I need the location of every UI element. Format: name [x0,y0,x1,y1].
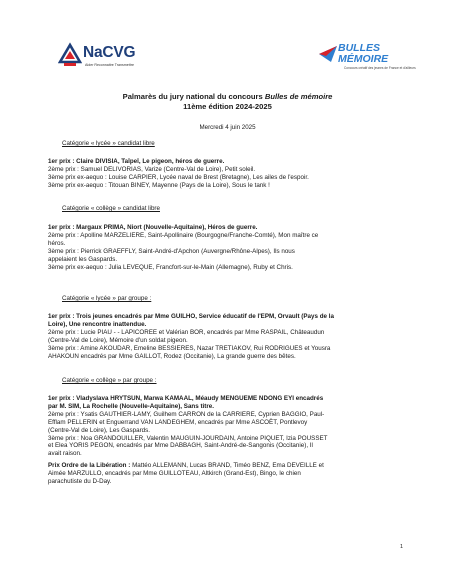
bulles-memoire-logo [318,40,416,76]
award-line-text: 2ème prix : Apolline MARZELIERE, Saint-Apollinaire (Bourgogne/Franche-Comté), Mon maître ce [48,231,319,239]
award-line [48,174,410,182]
document-title-line2: 11ème édition 2024-2025 [183,101,272,111]
page-number: 1 [400,544,404,550]
award-line [48,264,410,272]
award-line-text: 3ème prix ex-aequo : Julia LEVEQUE, Francfort-sur-le-Main (Allemagne), Ruby et Chris. [48,263,293,271]
nacvg-brand: NaCVG [83,44,136,61]
award-line-text: 3ème prix ex-aequo : Louise CARPIER, Lycée naval de Brest (Bretagne), Les ailes de l'espoir. [48,173,309,181]
award-line [48,321,410,329]
award-line-text: AHAKOUN encadrés par Mme GAILLOT, Rodez (Occitanie), La grande guerre des bêtes. [48,352,296,360]
award-line-text: 2ème prix : Ysatis GAUTHIER-LAMY, Guilhem CARRON de la CARRIERE, Cyprien BAGGIO, Paul- [48,410,325,418]
liberation-prize-text: Aimée MARZULLO, encadrés par Mme GUILLOTEAU, Altkirch (Grand-Est), Bingo, le chien [48,469,301,477]
award-line [48,411,410,419]
award-line [48,419,410,427]
document-title-line1: Palmarès du jury national du concours Bulles de mémoire [122,92,333,101]
award-line [48,256,410,264]
award-line-bold: 1er prix : Claire DIVISIA, Taïpeï, Le pigeon, héros de guerre. [48,158,225,165]
paper-plane-icon [318,44,338,64]
award-line-text: 3ème prix : Noa GRANDOUILLER, Valentin MAUGUIN-JOURDAIN, Antoine PIQUET, Izia POUSSET [48,434,328,442]
bulles-word: BULLES [338,42,380,54]
document-date: Mercredi 4 juin 2025 [199,124,256,131]
category-heading: Catégorie « collège » candidat libre [62,205,160,212]
award-line-text: et Elea YORIS PEGON, encadrés par Mme DABBAGH, Saint-André-de-Sangonis (Occitanie), Il [48,442,313,450]
award-line [48,248,410,256]
award-line-text: 2ème prix : Lucie PIAU - - LAPICOREE et Valérian BOR, encadrés par Mme RASPAIL, Châteaudun [48,328,325,336]
nacvg-logo [58,40,150,76]
category-heading: Catégorie « lycée » par groupe : [62,295,152,302]
award-line-bold: 1er prix : Vladyslava HRYTSUN, Marwa KAMAAL, Méaudy MENGUEME NDONG EYI encadrés [48,395,324,402]
liberation-prize-label: Prix Ordre de la Libération : [48,462,133,469]
award-line [48,442,410,450]
award-line [48,353,410,361]
award-line [48,329,410,337]
award-line-text: appelaient les Gaspards. [48,255,118,263]
bulles-tagline: Concours créatif des jeunes de France et d'ailleurs [344,66,416,70]
award-line-text: 3ème prix : Amine AKOUDAR, Emeline BESSIERES, Nazar TRETIAKOV, Rui RODRIGUES et Yousra [48,344,331,352]
category-heading: Catégorie « collège » par groupe : [62,377,157,384]
award-line-text: héros. [48,239,66,247]
award-line [48,435,410,443]
award-line [48,403,410,411]
nacvg-tagline: Aider Reconnaitre Transmettre [85,63,134,67]
award-line-bold: 1er prix : Margaux PRIMA, Niort (Nouvelle-Aquitaine), Héros de guerre. [48,224,258,231]
nacvg-mountain-icon [58,42,82,68]
award-line [48,427,410,435]
award-line [48,224,410,232]
award-line [48,232,410,240]
memoire-word: MÉMOIRE [338,53,389,65]
award-line-text: 3ème prix : Pierrick GRAEFFLY, Saint-André-d'Apchon (Auvergne/Rhône-Alpes), Ils nous [48,247,295,255]
award-line [48,337,410,345]
award-line [48,240,410,248]
award-line-text: (Centre-Val de Loire), Mémoire d'un soldat pigeon. [48,336,188,344]
award-line-text: (Centre-Val de Loire), Les Gaspards. [48,426,151,434]
award-line-bold: Loire), Une rencontre inattendue. [48,320,147,328]
award-line [48,313,410,321]
liberation-prize-line [48,462,410,470]
award-line-text: 2ème prix : Samuel DELIVORIAS, Varize (Centre-Val de Loire), Petit soleil. [48,165,256,173]
liberation-prize-text: parachutiste du D-Day. [48,477,112,485]
award-line-bold: 1er prix : Trois jeunes encadrés par Mme GUILHO, Service éducatif de l'EPM, Orvault (Pays de la [48,313,334,320]
award-line [48,182,410,190]
award-line [48,166,410,174]
award-line-text: avait raison. [48,450,82,458]
award-line [48,450,410,458]
award-line [48,345,410,353]
liberation-prize-line [48,470,410,478]
award-line-text: 3ème prix ex-aequo : Titouan BINEY, Mayenne (Pays de la Loire), Sous le tank ! [48,181,270,189]
category-heading: Catégorie « lycée » candidat libre [62,140,155,147]
award-line-text: Efflam PELLERIN et Enguerrand VAN LANDEGHEM, encadrés par Mme ASCOËT, Pontlevoy [48,418,308,426]
award-line-bold: par M. SIM, La Rochelle (Nouvelle-Aquitaine), Sans titre. [48,402,215,410]
award-line [48,158,410,166]
liberation-prize-line [48,478,410,486]
liberation-prize-text: Mattéo ALLEMANN, Lucas BRAND, Timéo BENZ, Ema DEVEILLE et [132,462,324,469]
award-line [48,395,410,403]
